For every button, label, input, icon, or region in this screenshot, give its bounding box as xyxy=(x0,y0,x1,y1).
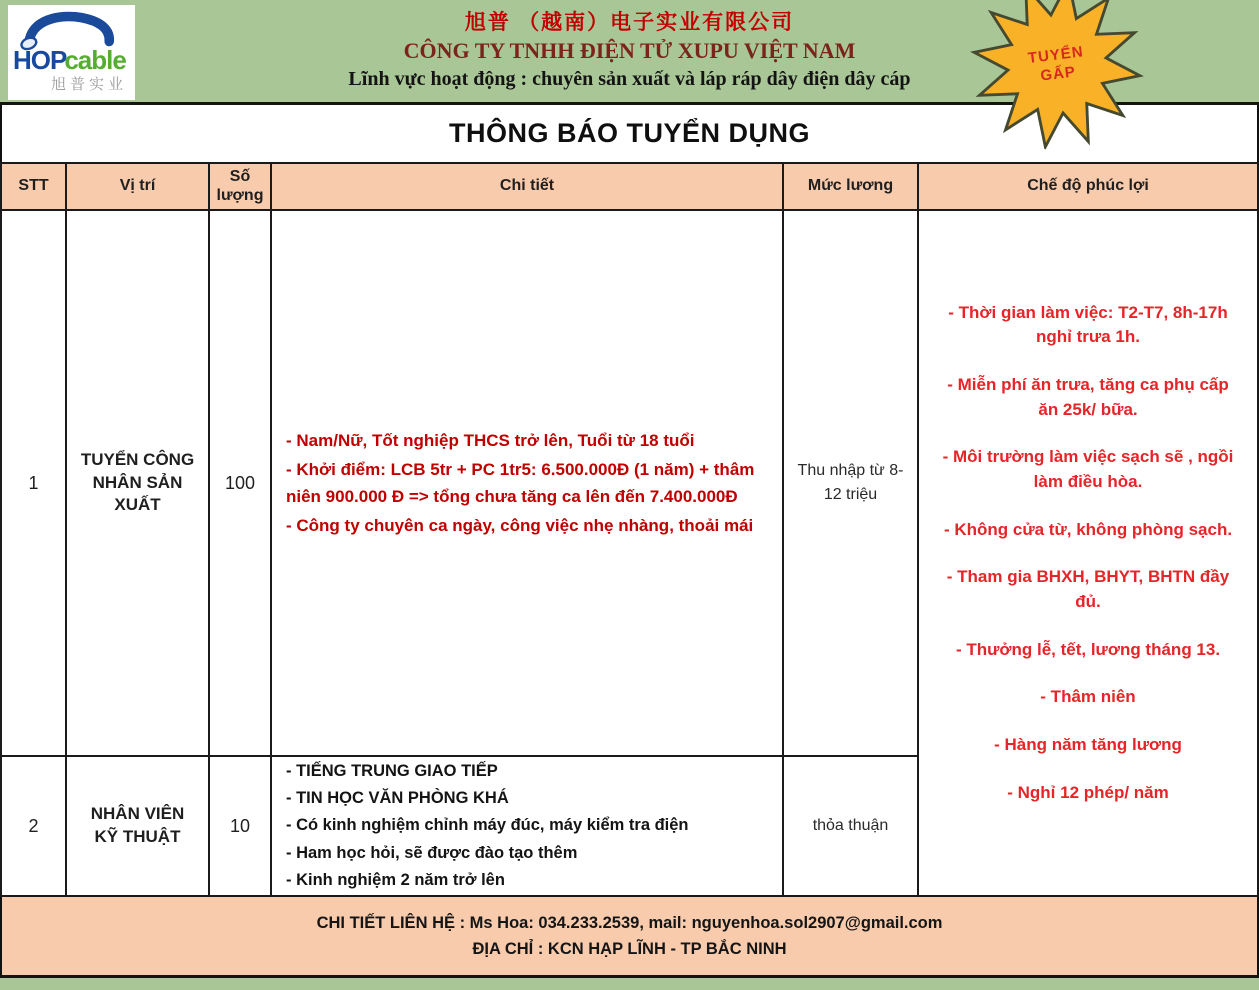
business-field-line: Lĩnh vực hoạt động : chuyên sản xuất và láp ráp dây điện dây cáp xyxy=(348,68,911,90)
list-item: - Kinh nghiệm 2 năm trở lên xyxy=(286,870,505,889)
row2-salary: thỏa thuận xyxy=(784,757,917,895)
bottom-green-strip xyxy=(0,978,1259,990)
list-item: - TIẾNG TRUNG GIAO TIẾP xyxy=(286,762,498,781)
list-item: - Hàng năm tăng lương xyxy=(994,734,1182,754)
column-header-quantity: Số lượng xyxy=(210,164,270,209)
logo-hop-text: HOP xyxy=(13,45,67,75)
list-item: - Khởi điểm: LCB 5tr + PC 1tr5: 6.500.000Đ (1 năm) + thâm niên 900.000 Đ => tổng chưa tăng ca lên đến 7.400.000Đ xyxy=(286,459,755,506)
company-name-chinese: 旭普 （越南）电子实业有限公司 xyxy=(464,10,795,34)
list-item: - Thâm niên xyxy=(1040,687,1136,707)
column-header-stt: STT xyxy=(2,164,65,209)
list-item: - Nghỉ 12 phép/ năm xyxy=(1007,782,1169,802)
company-name-vietnamese: CÔNG TY TNHH ĐIỆN TỬ XUPU VIỆT NAM xyxy=(403,38,856,63)
row1-salary: Thu nhập từ 8-12 triệu xyxy=(784,211,917,755)
list-item: - Môi trường làm việc sạch sẽ , ngồi làm điều hòa. xyxy=(942,447,1234,492)
list-item: - TIN HỌC VĂN PHÒNG KHÁ xyxy=(286,789,509,808)
header xyxy=(0,0,1259,105)
list-item: - Công ty chuyên ca ngày, công việc nhẹ nhàng, thoải mái xyxy=(286,516,754,536)
list-item: - Nam/Nữ, Tốt nghiệp THCS trở lên, Tuổi từ 18 tuổi xyxy=(286,430,695,450)
contact-line: CHI TIẾT LIÊN HỆ : Ms Hoa: 034.233.2539, mail: nguyenhoa.sol2907@gmail.com xyxy=(316,913,943,932)
page-title: THÔNG BÁO TUYỂN DỤNG xyxy=(449,118,810,148)
column-header-salary: Mức lương xyxy=(784,164,917,209)
column-header-details: Chi tiết xyxy=(272,164,782,209)
list-item: - Miễn phí ăn trưa, tăng ca phụ cấp ăn 25k/ bữa. xyxy=(947,375,1229,419)
row2-details xyxy=(272,757,782,895)
urgent-hiring-label: TUYỂN GẤP xyxy=(1027,43,1085,85)
column-header-position: Vị trí xyxy=(67,164,208,209)
footer xyxy=(0,897,1259,975)
jobs-table xyxy=(0,162,1259,897)
row2-quantity: 10 xyxy=(210,757,270,895)
list-item: - Có kinh nghiệm chỉnh máy đúc, máy kiểm tra điện xyxy=(286,816,689,835)
address-line: ĐỊA CHỈ : KCN HẠP LĨNH - TP BẮC NINH xyxy=(472,939,787,958)
row1-stt: 1 xyxy=(2,211,65,755)
logo-chinese-text: 旭普实业 xyxy=(50,76,127,93)
list-item: - Thưởng lễ, tết, lương tháng 13. xyxy=(955,639,1221,659)
list-item: - Thời gian làm việc: T2-T7, 8h-17h nghỉ trưa 1h. xyxy=(948,302,1228,347)
urgent-hiring-badge xyxy=(962,0,1152,154)
column-header-benefits: Chế độ phúc lợi xyxy=(919,164,1257,209)
row2-stt: 2 xyxy=(2,757,65,895)
row1-quantity: 100 xyxy=(210,211,270,755)
list-item: - Không cửa từ, không phòng sạch. xyxy=(943,519,1233,539)
row1-details xyxy=(272,211,782,755)
row2-position: NHÂN VIÊN KỸ THUẬT xyxy=(67,757,208,895)
logo-cable-text: cable xyxy=(64,45,126,75)
benefits-cell xyxy=(919,211,1257,895)
list-item: - Tham gia BHXH, BHYT, BHTN đầy đủ. xyxy=(946,567,1230,611)
list-item: - Ham học hỏi, sẽ được đào tạo thêm xyxy=(286,843,578,862)
row1-position: TUYỂN CÔNG NHÂN SẢN XUẤT xyxy=(67,211,208,755)
